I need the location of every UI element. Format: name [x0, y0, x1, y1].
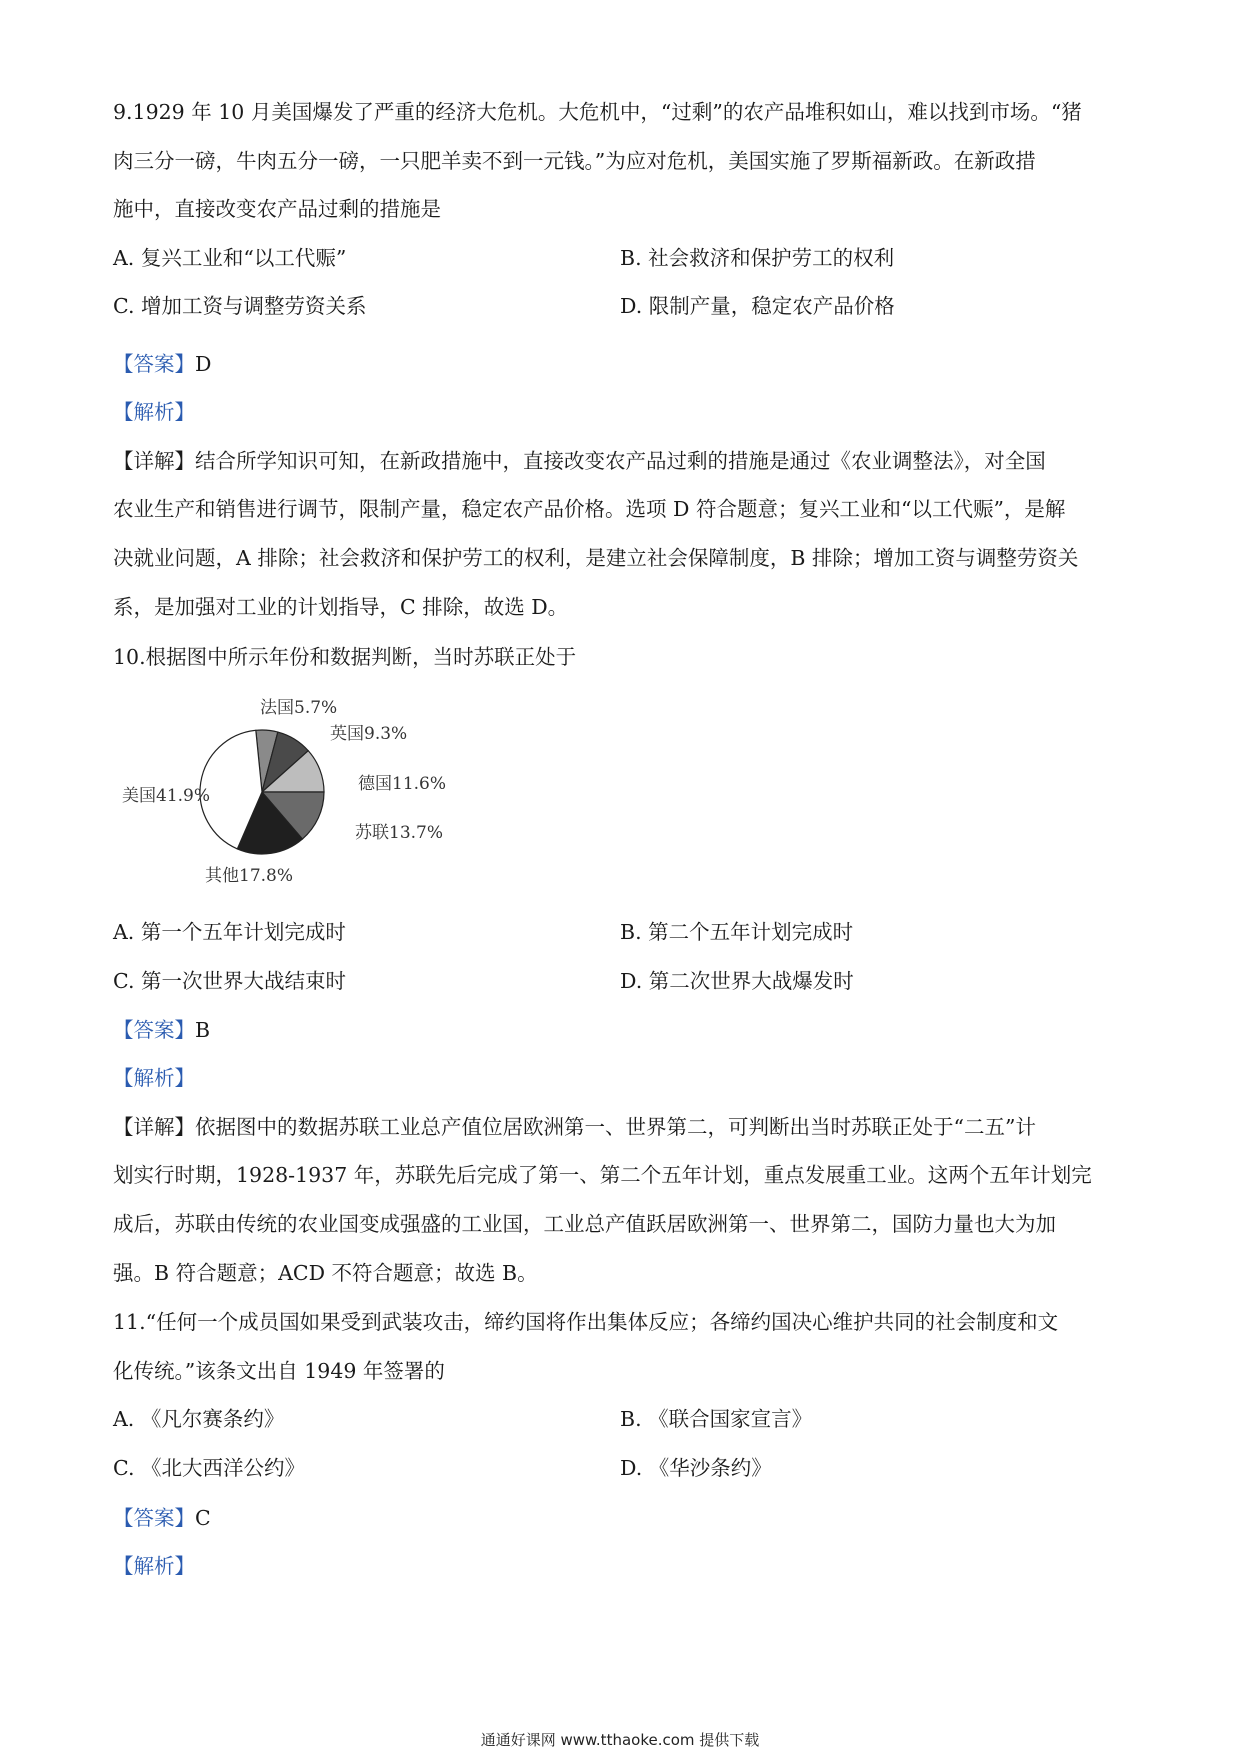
q9-analysis — [113, 397, 1143, 427]
pie-label-ussr: 苏联13.7% — [355, 823, 444, 843]
q10-detail-text-1: 依据图中的数据苏联工业总产值位居欧洲第一、世界第二，可判断出当时苏联正处于“二五”计 — [195, 1115, 1036, 1139]
q11-answer-label: 【答案】 — [113, 1506, 195, 1530]
q11-answer-value: C — [195, 1506, 211, 1530]
q9-option-d: D. 限制产量，稳定农产品价格 — [620, 294, 895, 318]
q9-answer — [113, 349, 1143, 379]
q10-answer — [113, 1015, 1143, 1045]
q10-detail-label: 【详解】 — [113, 1115, 195, 1139]
q10-stem: 10.根据图中所示年份和数据判断，当时苏联正处于 — [113, 645, 577, 669]
pie-label-usa: 美国41.9% — [122, 786, 211, 806]
q10-answer-label: 【答案】 — [113, 1018, 195, 1042]
q9-answer-value: D — [195, 352, 212, 376]
q9-detail-line-2: 农业生产和销售进行调节，限制产量，稳定农产品价格。选项 D 符合题意；复兴工业和“以工代赈”，是解 — [113, 497, 1066, 521]
q11-answer — [113, 1503, 1143, 1533]
q11-analysis-label: 【解析】 — [113, 1554, 195, 1578]
q9-answer-label: 【答案】 — [113, 352, 195, 376]
q9-detail-label: 【详解】 — [113, 449, 195, 473]
q9-stem-line-2: 肉三分一磅，牛肉五分一磅，一只肥羊卖不到一元钱。”为应对危机，美国实施了罗斯福新政。在新政措 — [113, 149, 1036, 173]
q11-stem-line-1: 11.“任何一个成员国如果受到武装攻击，缔约国将作出集体反应；各缔约国决心维护共同的社会制度和文 — [113, 1310, 1059, 1334]
q9-detail-line-4: 系，是加强对工业的计划指导，C 排除，故选 D。 — [113, 595, 569, 619]
pie-label-france: 法国5.7% — [260, 698, 338, 718]
q10-detail-line-1 — [113, 1112, 1143, 1142]
q10-detail-line-4: 强。B 符合题意；ACD 不符合题意；故选 B。 — [113, 1261, 538, 1285]
q10-option-a: A. 第一个五年计划完成时 — [113, 920, 346, 944]
q9-option-c: C. 增加工资与调整劳资关系 — [113, 294, 367, 318]
pie-label-germany: 德国11.6% — [358, 774, 447, 794]
q10-option-b: B. 第二个五年计划完成时 — [620, 920, 854, 944]
q10-detail-line-2: 划实行时期，1928-1937 年，苏联先后完成了第一、第二个五年计划，重点发展重工业。这两个五年计划完 — [113, 1163, 1092, 1187]
pie-label-other: 其他17.8% — [205, 866, 294, 886]
q11-analysis — [113, 1551, 1143, 1581]
q10-answer-value: B — [195, 1018, 211, 1042]
pie-label-uk: 英国9.3% — [330, 724, 408, 744]
q10-analysis-label: 【解析】 — [113, 1066, 195, 1090]
q9-option-b: B. 社会救济和保护劳工的权利 — [620, 246, 895, 270]
q9-detail-line-3: 决就业问题，A 排除；社会救济和保护劳工的权利，是建立社会保障制度，B 排除；增加工资与调整劳资关 — [113, 546, 1079, 570]
page-footer: 通通好课网 www.tthaoke.com 提供下载 — [480, 1731, 760, 1749]
q10-option-c: C. 第一次世界大战结束时 — [113, 969, 346, 993]
q11-option-b: B. 《联合国家宣言》 — [620, 1407, 813, 1431]
pie-slices — [200, 730, 324, 854]
q9-detail-line-1 — [113, 446, 1143, 476]
q10-detail-line-3: 成后，苏联由传统的农业国变成强盛的工业国，工业总产值跃居欧洲第一、世界第二，国防力量也大为加 — [113, 1212, 1056, 1236]
q9-detail-text-1: 结合所学知识可知，在新政措施中，直接改变农产品过剩的措施是通过《农业调整法》，对全国 — [195, 449, 1046, 473]
q9-stem-line-1: 9.1929 年 10 月美国爆发了严重的经济大危机。大危机中，“过剩”的农产品堆积如山，难以找到市场。“猪 — [113, 100, 1082, 124]
pie-chart — [110, 688, 480, 903]
q9-stem-line-3: 施中，直接改变农产品过剩的措施是 — [113, 197, 441, 221]
q11-option-d: D. 《华沙条约》 — [620, 1456, 772, 1480]
q10-option-d: D. 第二次世界大战爆发时 — [620, 969, 854, 993]
q11-stem-line-2: 化传统。”该条文出自 1949 年签署的 — [113, 1359, 445, 1383]
q9-analysis-label: 【解析】 — [113, 400, 195, 424]
q11-option-c: C. 《北大西洋公约》 — [113, 1456, 305, 1480]
q9-option-a: A. 复兴工业和“以工代赈” — [113, 246, 347, 270]
q10-analysis — [113, 1063, 1143, 1093]
q11-option-a: A. 《凡尔赛条约》 — [113, 1407, 285, 1431]
